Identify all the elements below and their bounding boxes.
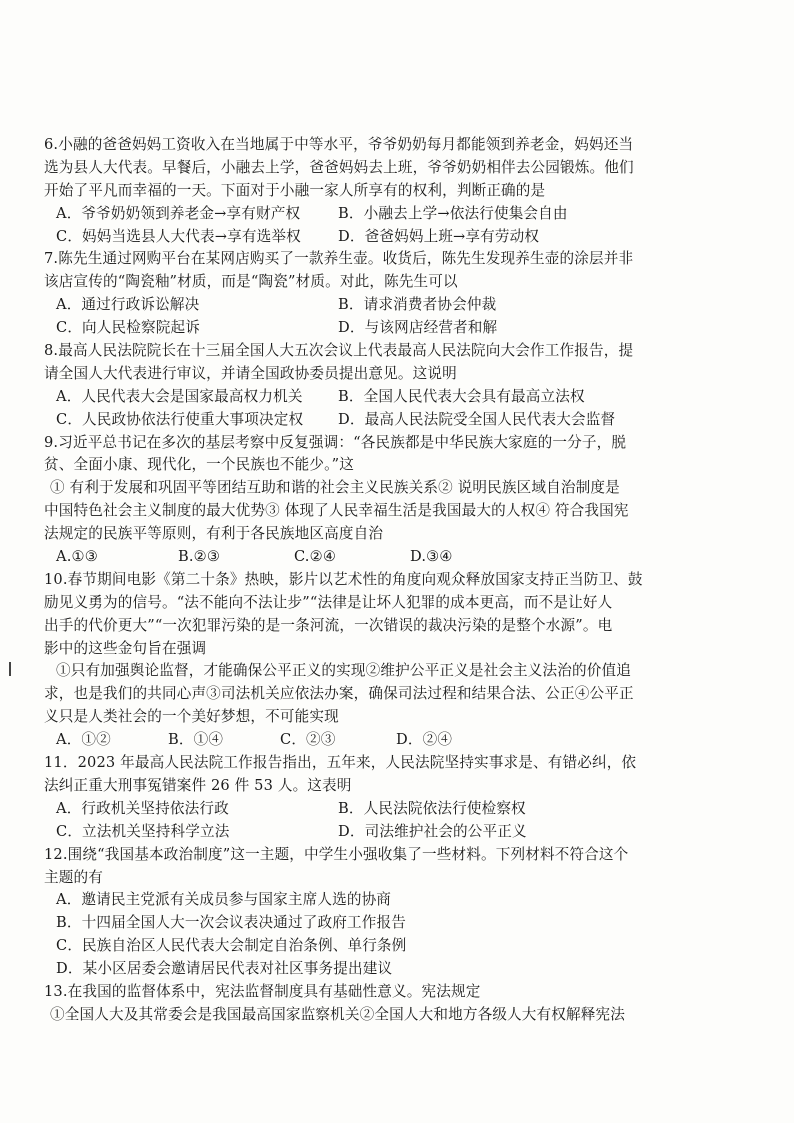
question-stem-line: 请全国人大代表进行审议，并请全国政协委员提出意见。这说明 (44, 364, 457, 382)
question-stem-line: 13.在我国的监督体系中，宪法监督制度具有基础性意义。宪法规定 (44, 982, 481, 1000)
option-c: C．②③ (280, 731, 336, 749)
option-b: B.②③ (178, 548, 221, 566)
question-10 (44, 569, 758, 752)
question-9 (44, 432, 758, 569)
question-stem-line: 6.小融的爸爸妈妈工资收入在当地属于中等水平，爷爷奶奶每月都能领到养老金，妈妈还当 (44, 136, 634, 153)
option-row (44, 386, 758, 409)
option-c: C．妈妈当选县人大代表→享有选举权 (56, 227, 301, 245)
question-stem-line: 开始了平凡而幸福的一天。下面对于小融一家人所享有的权利，判断正确的是 (44, 181, 546, 199)
statement-line: ① 有利于发展和巩固平等团结互助和谐的社会主义民族关系② 说明民族区域自治制度是 (50, 479, 620, 497)
option-a: A．爷爷奶奶领到养老金→享有财产权 (56, 204, 301, 222)
statement-line: 法规定的民族平等原则，有利于各民族地区高度自治 (44, 525, 384, 543)
option-b: B．十四届全国人大一次会议表决通过了政府工作报告 (56, 914, 406, 932)
question-13 (44, 981, 758, 1027)
option-c: C.②④ (294, 548, 337, 566)
option-row (44, 409, 758, 432)
question-stem-line: 贫、全面小康、现代化，一个民族也不能少。”这 (44, 456, 354, 474)
option-b: B．小融去上学→依法行使集会自由 (338, 204, 568, 222)
option-d: D．最高人民法院受全国人民代表大会监督 (338, 410, 616, 428)
option-d: D．司法维护社会的公平正义 (338, 822, 527, 840)
option-row (44, 226, 758, 249)
question-stem-line: 8.最高人民法院院长在十三届全国人大五次会议上代表最高人民法院向大会作工作报告，提 (44, 342, 634, 360)
option-row (44, 294, 758, 317)
question-stem-line: 12.围绕“我国基本政治制度”这一主题，中学生小强收集了一些材料。下列材料不符合这个 (44, 845, 629, 863)
question-stem-line: 出手的代价更大”“一次犯罪污染的是一条河流，一次错误的裁决污染的是整个水源”。电 (44, 616, 613, 634)
question-6 (44, 134, 758, 248)
option-a: A．人民代表大会是国家最高权力机关 (56, 387, 303, 405)
question-stem-line: 影中的这些金句旨在强调 (44, 639, 207, 657)
option-d: D．某小区居委会邀请居民代表对社区事务提出建议 (56, 960, 393, 978)
question-stem-line: 该店宣传的“陶瓷釉”材质，而是“陶瓷”材质。对此，陈先生可以 (44, 273, 458, 291)
option-c: C．人民政协依法行使重大事项决定权 (56, 410, 304, 428)
question-stem-line: 励见义勇为的信号。“法不能向不法让步”“法律是让坏人犯罪的成本更高，而不是让好人 (44, 593, 613, 611)
option-a: A．①② (56, 731, 111, 749)
option-a: A．通过行政诉讼解决 (56, 296, 200, 314)
statement-line: ①只有加强舆论监督，才能确保公平正义的实现②维护公平正义是社会主义法治的价值追 (56, 662, 632, 680)
question-8 (44, 340, 758, 432)
question-stem-line: 法纠正重大刑事冤错案件 26 件 53 人。这表明 (44, 776, 352, 794)
margin-mark (9, 662, 11, 676)
statement-line: ①全国人大及其常委会是我国最高国家监察机关②全国人大和地方各级人大有权解释宪法 (50, 1005, 626, 1023)
option-b: B．①④ (168, 731, 224, 749)
option-a: A.①③ (56, 548, 98, 566)
option-a: A．行政机关坚持依法行政 (56, 799, 229, 817)
question-7 (44, 248, 758, 340)
option-row (44, 317, 758, 340)
option-row (44, 203, 758, 226)
question-11 (44, 752, 758, 844)
statement-line: 中国特色社会主义制度的最大优势③ 体现了人民幸福生活是我国最大的人权④ 符合我国宪 (44, 502, 629, 520)
option-a: A．邀请民主党派有关成员参与国家主席人选的协商 (56, 891, 392, 909)
option-row (44, 729, 758, 752)
option-d: D．②④ (396, 731, 453, 749)
question-stem-line: 9.习近平总书记在多次的基层考察中反复强调：“各民族都是中华民族大家庭的一分子，脱 (44, 433, 627, 451)
option-c: C．向人民检察院起诉 (56, 319, 201, 337)
question-stem-line: 主题的有 (44, 868, 103, 886)
option-c: C．民族自治区人民代表大会制定自治条例、单行条例 (56, 937, 407, 955)
option-b: B．人民法院依法行使检察权 (338, 799, 526, 817)
option-b: B．全国人民代表大会具有最高立法权 (338, 387, 585, 405)
option-row (44, 546, 758, 569)
option-c: C．立法机关坚持科学立法 (56, 822, 230, 840)
option-d: D．与该网店经营者和解 (338, 319, 498, 337)
question-12 (44, 844, 758, 981)
statement-line: 求，也是我们的共同心声③司法机关应依法办案，确保司法过程和结果合法、公正④公平正 (44, 685, 634, 703)
option-d: D．爸爸妈妈上班→享有劳动权 (338, 227, 540, 245)
option-row (44, 798, 758, 821)
question-list (44, 134, 758, 1027)
statement-line: 义只是人类社会的一个美好梦想，不可能实现 (44, 708, 339, 726)
question-stem-line: 10.春节期间电影《第二十条》热映，影片以艺术性的角度向观众释放国家支持正当防卫、鼓 (44, 570, 643, 588)
question-stem-line: 11．2023 年最高人民法院工作报告指出，五年来，人民法院坚持实事求是、有错必纠，依 (44, 754, 637, 772)
option-d: D.③④ (410, 548, 453, 566)
question-stem-line: 7.陈先生通过网购平台在某网店购买了一款养生壶。收货后，陈先生发现养生壶的涂层并非 (44, 250, 634, 268)
question-stem-line: 选为县人大代表。早餐后，小融去上学，爸爸妈妈去上班，爷爷奶奶相伴去公园锻炼。他们 (44, 158, 634, 176)
option-b: B．请求消费者协会仲裁 (338, 296, 497, 314)
option-row (44, 821, 758, 844)
